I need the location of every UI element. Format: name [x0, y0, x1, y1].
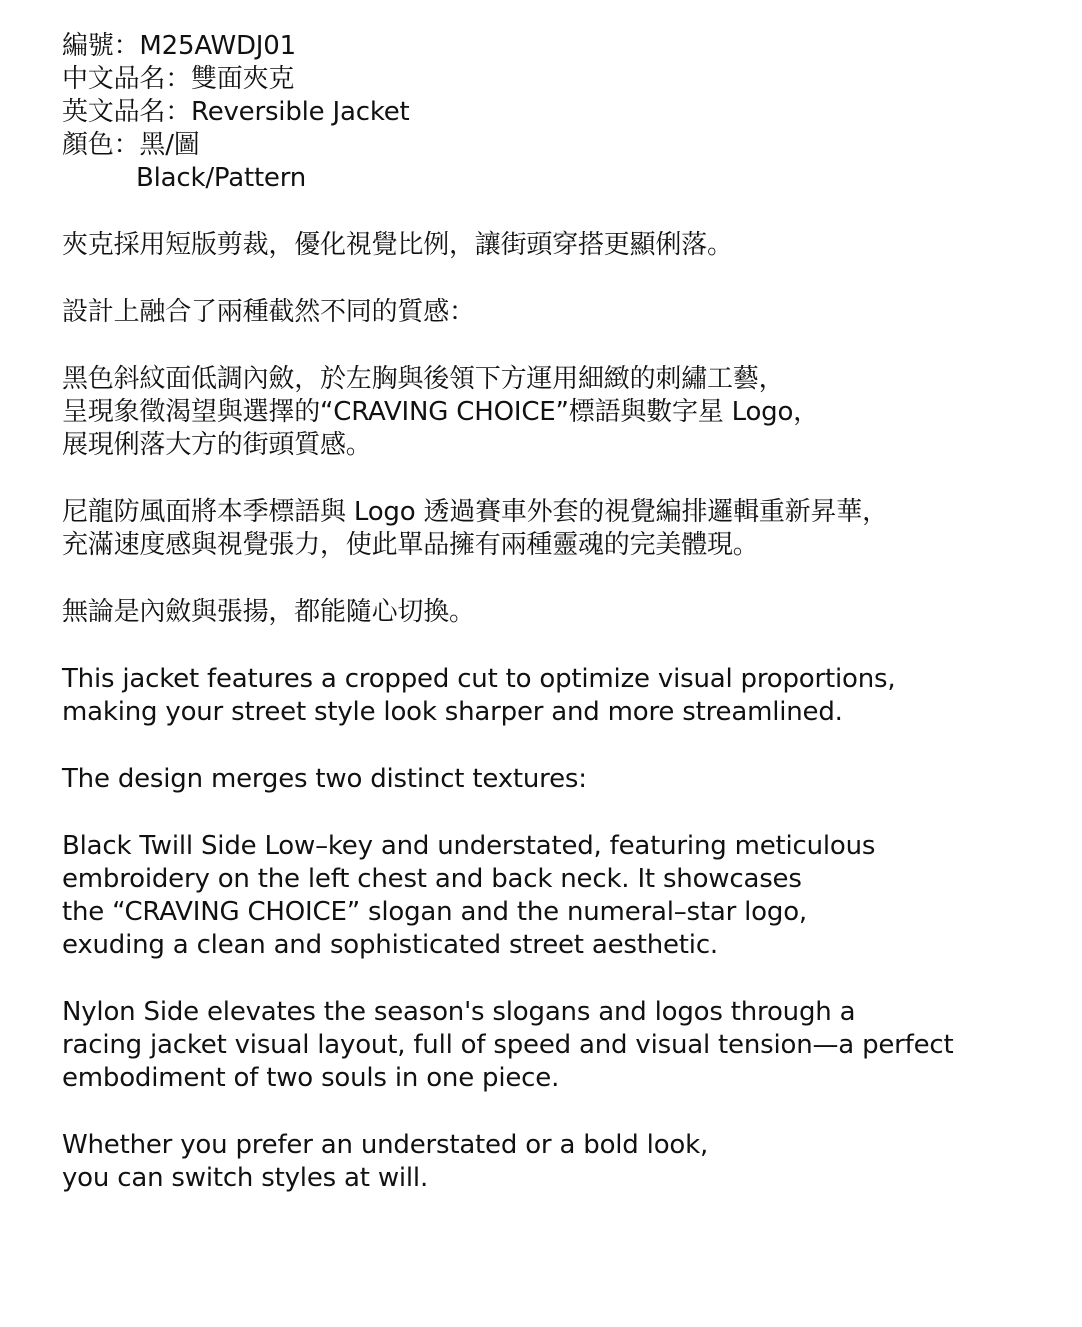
product-meta: [62, 30, 1052, 195]
zh-nylon-side-line: 尼龍防風面將本季標語與 Logo 透過賽車外套的視覺編排邏輯重新昇華，: [62, 497, 888, 527]
product-code: 編號：M25AWDJ01: [62, 31, 296, 61]
zh-closing-paragraph: [62, 596, 1052, 629]
en-closing-line: Whether you prefer an understated or a bold look,: [62, 1130, 709, 1160]
en-nylon-side-line: racing jacket visual layout, full of speed and visual tension—a perfect: [62, 1030, 954, 1060]
en-intro-paragraph: [62, 663, 1052, 729]
product-name-en: 英文品名：Reversible Jacket: [62, 97, 410, 127]
zh-nylon-side-line: 充滿速度感與視覺張力，使此單品擁有兩種靈魂的完美體現。: [62, 530, 759, 560]
en-nylon-side-line: Nylon Side elevates the season's slogans and logos through a: [62, 997, 856, 1027]
en-black-side-paragraph: [62, 830, 1052, 962]
en-closing-line: you can switch styles at will.: [62, 1163, 429, 1193]
zh-nylon-side-paragraph: [62, 496, 1052, 562]
zh-intro-line: 夾克採用短版剪裁，優化視覺比例，讓街頭穿搭更顯俐落。: [62, 230, 733, 260]
en-intro-line: making your street style look sharper and more streamlined.: [62, 697, 843, 727]
en-closing-paragraph: [62, 1129, 1052, 1195]
en-design-heading-paragraph: [62, 763, 1052, 796]
product-description: [62, 30, 1052, 1195]
zh-black-side-line: 展現俐落大方的街頭質感。: [62, 430, 372, 460]
en-black-side-line: exuding a clean and sophisticated street aesthetic.: [62, 930, 718, 960]
product-color-en: Black/Pattern: [136, 163, 307, 193]
en-nylon-side-line: embodiment of two souls in one piece.: [62, 1063, 560, 1093]
zh-intro-paragraph: [62, 229, 1052, 262]
en-black-side-line: the “CRAVING CHOICE” slogan and the numeral–star logo,: [62, 897, 807, 927]
zh-black-side-line: 呈現象徵渴望與選擇的“CRAVING CHOICE”標語與數字星 Logo，: [62, 397, 819, 427]
en-design-heading: The design merges two distinct textures:: [62, 764, 587, 794]
product-color-zh: 顏色：黑/圖: [62, 130, 200, 160]
en-intro-line: This jacket features a cropped cut to optimize visual proportions,: [62, 664, 896, 694]
en-black-side-line: embroidery on the left chest and back neck. It showcases: [62, 864, 802, 894]
en-nylon-side-paragraph: [62, 996, 1052, 1095]
product-name-zh: 中文品名：雙面夾克: [62, 64, 295, 94]
zh-closing-line: 無論是內斂與張揚，都能隨心切換。: [62, 597, 475, 627]
zh-design-heading-paragraph: [62, 296, 1052, 329]
zh-black-side-paragraph: [62, 363, 1052, 462]
en-black-side-line: Black Twill Side Low–key and understated, featuring meticulous: [62, 831, 876, 861]
zh-design-heading: 設計上融合了兩種截然不同的質感：: [62, 297, 475, 327]
zh-black-side-line: 黑色斜紋面低調內斂，於左胸與後領下方運用細緻的刺繡工藝，: [62, 364, 785, 394]
